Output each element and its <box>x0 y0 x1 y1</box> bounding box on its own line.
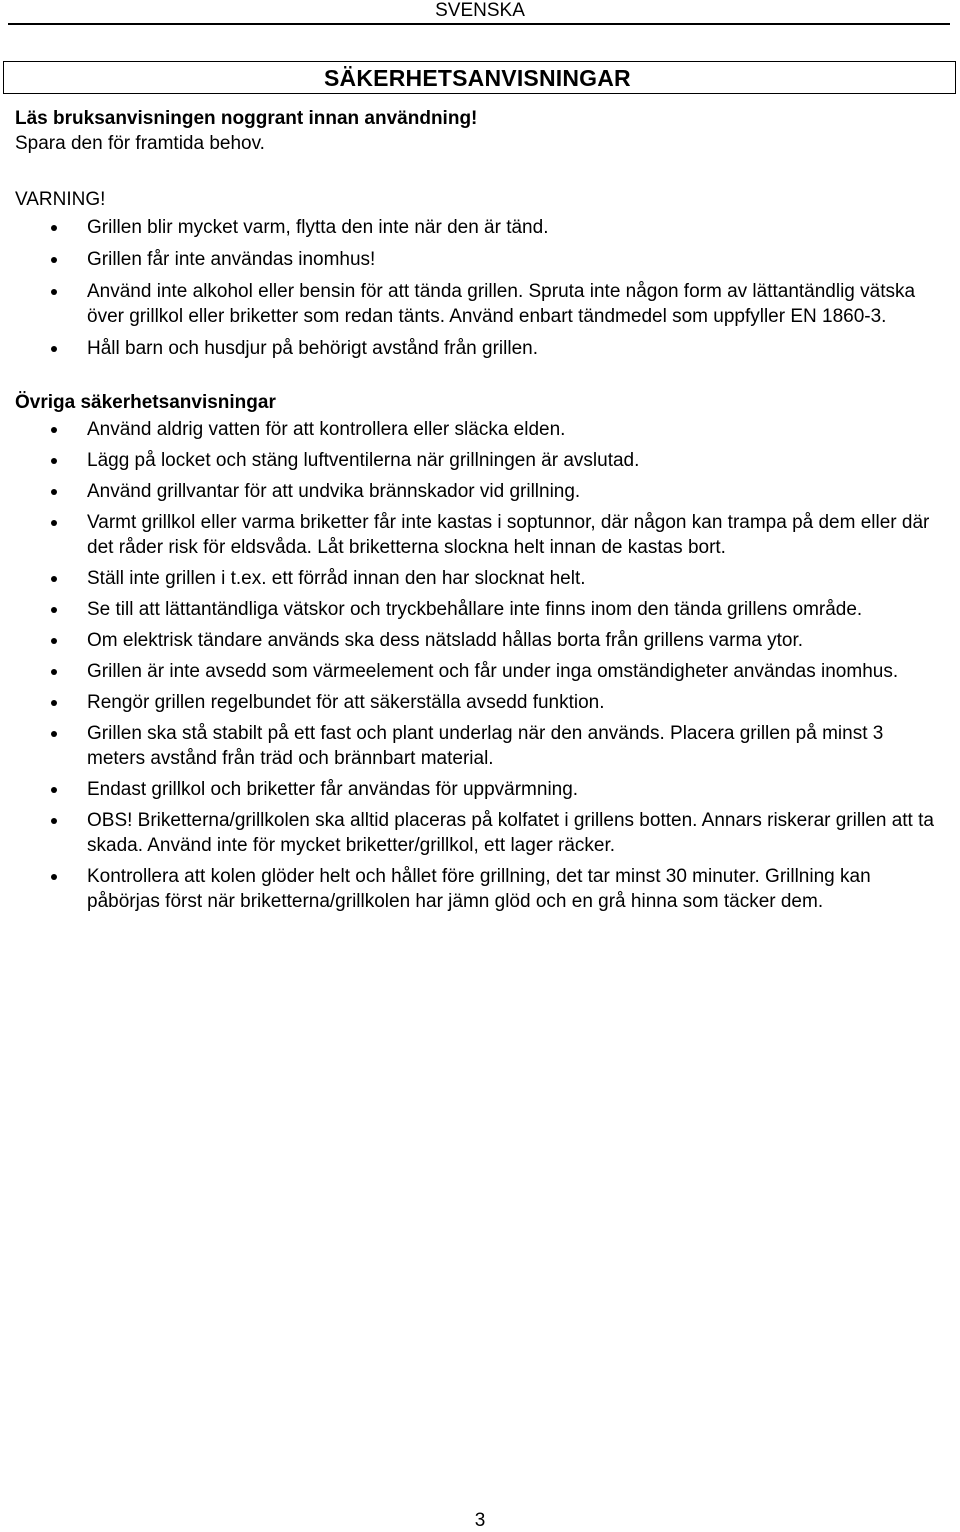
title-box <box>3 61 956 94</box>
intro <box>15 106 935 156</box>
bullet-icon <box>51 489 57 495</box>
other-list <box>15 417 935 914</box>
warning-heading: VARNING! <box>15 189 106 210</box>
list-item <box>15 566 935 591</box>
other-heading: Övriga säkerhetsanvisningar <box>15 392 276 413</box>
bullet-icon <box>51 257 57 263</box>
list-item-text: Grillen är inte avsedd som värmeelement och får under inga omständigheter användas inomhus. <box>87 661 899 682</box>
bullet-icon <box>51 731 57 737</box>
list-item-text: Grillen får inte användas inomhus! <box>87 249 376 270</box>
list-item-text: Ställ inte grillen i t.ex. ett förråd innan den har slocknat helt. <box>87 568 586 589</box>
list-item <box>15 448 935 473</box>
intro-line-1: Läs bruksanvisningen noggrant innan användning! <box>15 108 478 129</box>
content <box>15 106 935 914</box>
list-item <box>15 690 935 715</box>
list-item <box>15 479 935 504</box>
language-label: SVENSKA <box>435 0 525 21</box>
list-item-text: Använd grillvantar för att undvika brännskador vid grillning. <box>87 481 581 502</box>
list-item-text: Endast grillkol och briketter får användas för uppvärmning. <box>87 779 579 800</box>
list-item-text: Grillen ska stå stabilt på ett fast och plant underlag när den används. Placera grillen på minst 3 meters avstånd från träd och brännbart material. <box>87 723 884 769</box>
list-item-text: Om elektrisk tändare används ska dess nätsladd hållas borta från grillens varma ytor. <box>87 630 804 651</box>
bullet-icon <box>51 576 57 582</box>
list-item <box>15 510 935 560</box>
list-item-text: Använd inte alkohol eller bensin för att tända grillen. Spruta inte någon form av lättantändlig vätska över grillkol eller briketter som redan tänts. Använd enbart tändmedel som uppfyller EN 1860-3. <box>87 281 916 327</box>
list-item-text: Lägg på locket och stäng luftventilerna när grillningen är avslutad. <box>87 450 640 471</box>
list-item-text: Kontrollera att kolen glöder helt och hållet före grillning, det tar minst 30 minuter. Grillning kan påbörjas först när briketterna/grillkolen har jämn glöd och en grå hinna som täcker dem. <box>87 866 871 912</box>
bullet-icon <box>51 458 57 464</box>
bullet-icon <box>51 874 57 880</box>
bullet-icon <box>51 607 57 613</box>
list-item <box>15 279 935 329</box>
list-item <box>15 628 935 653</box>
list-item <box>15 417 935 442</box>
list-item-text: Håll barn och husdjur på behörigt avstånd från grillen. <box>87 338 538 359</box>
bullet-icon <box>51 520 57 526</box>
header-rule <box>8 23 950 25</box>
list-item <box>15 247 935 272</box>
list-item <box>15 721 935 771</box>
warning-list <box>15 215 935 361</box>
bullet-icon <box>51 669 57 675</box>
list-item-text: Se till att lättantändliga vätskor och tryckbehållare inte finns inom den tända grillens område. <box>87 599 863 620</box>
list-item-text: Varmt grillkol eller varma briketter får inte kastas i soptunnor, där någon kan trampa på dem eller där det råder risk för eldsvåda. Låt briketterna slockna helt innan de kastas bort. <box>87 512 930 558</box>
list-item <box>15 597 935 622</box>
bullet-icon <box>51 225 57 231</box>
bullet-icon <box>51 700 57 706</box>
bullet-icon <box>51 818 57 824</box>
bullet-icon <box>51 346 57 352</box>
list-item-text: Rengör grillen regelbundet för att säkerställa avsedd funktion. <box>87 692 605 713</box>
list-item <box>15 336 935 361</box>
intro-line-2: Spara den för framtida behov. <box>15 133 265 154</box>
list-item-text: Använd aldrig vatten för att kontrollera eller släcka elden. <box>87 419 566 440</box>
list-item <box>15 777 935 802</box>
list-item <box>15 864 935 914</box>
bullet-icon <box>51 787 57 793</box>
list-item-text: OBS! Briketterna/grillkolen ska alltid placeras på kolfatet i grillens botten. Annars riskerar grillen att ta skada. Använd inte för mycket briketter/grillkol, ett lager räcker. <box>87 810 934 856</box>
list-item <box>15 215 935 240</box>
page-number: 3 <box>474 1510 486 1531</box>
page-title: SÄKERHETSANVISNINGAR <box>324 65 631 91</box>
list-item-text: Grillen blir mycket varm, flytta den inte när den är tänd. <box>87 217 549 238</box>
list-item <box>15 808 935 858</box>
bullet-icon <box>51 427 57 433</box>
list-item <box>15 659 935 684</box>
bullet-icon <box>51 289 57 295</box>
bullet-icon <box>51 638 57 644</box>
